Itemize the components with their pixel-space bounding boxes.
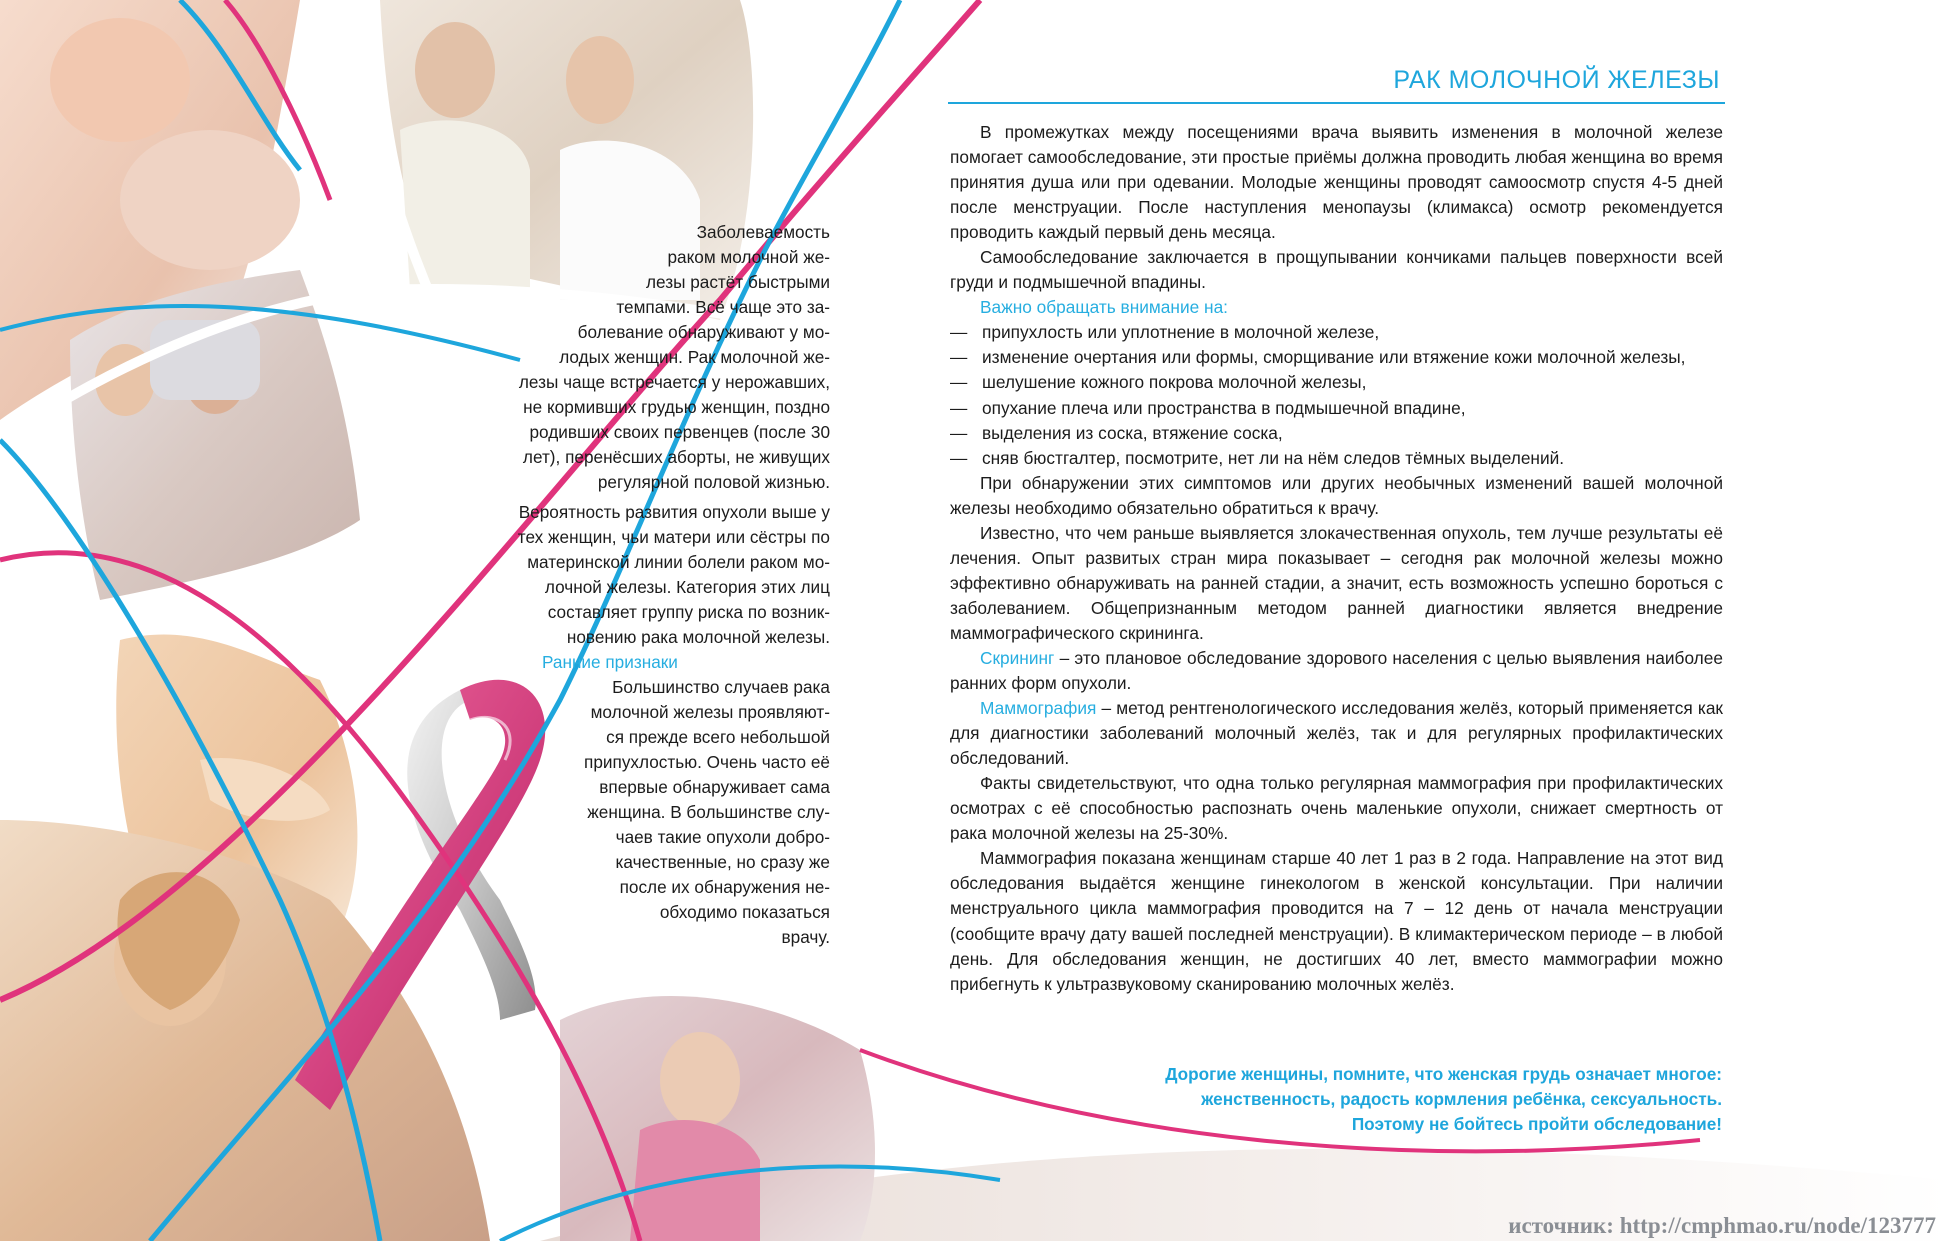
text-line: родивших своих первенцев (после 30 — [529, 422, 830, 442]
mammography-machine-photo — [70, 270, 360, 600]
intro-paragraph — [380, 220, 830, 495]
text-line: лет), перенёсших аборты, не живущих — [522, 447, 830, 467]
text-line: новению рака молочной железы. — [566, 627, 830, 647]
screening-definition — [950, 646, 1723, 696]
list-item: — сняв бюстгалтер, посмотрите, нет ли на нём следов тёмных выделений. — [950, 446, 1723, 471]
text-line: после их обнаружения не- — [619, 877, 830, 897]
text-line: темпами. Всё чаще это за- — [616, 297, 830, 317]
screening-term: Скрининг — [980, 647, 1055, 668]
text-line: болевание обнаруживают у мо- — [577, 322, 830, 342]
text-line: тех женщин, чьи матери или сёстры по — [517, 527, 830, 547]
text-line: обходимо показаться — [659, 902, 830, 922]
text-line: Заболеваемость — [696, 222, 830, 242]
list-item: — изменение очертания или формы, сморщивание или втяжение кожи молочной железы, — [950, 345, 1723, 370]
source-credit: источник: http://cmphmao.ru/node/123777 — [1508, 1213, 1936, 1238]
text-line: лезы чаще встречается у нерожавших, — [518, 372, 830, 392]
text-line: Вероятность развития опухоли выше у — [518, 502, 830, 522]
attention-heading: Важно обращать внимание на: — [980, 297, 1228, 318]
text-line: не кормивших грудью женщин, поздно — [523, 397, 830, 417]
text-line: раком молочной же- — [667, 247, 830, 267]
list-item: — припухлость или уплотнение в молочной железе, — [950, 320, 1723, 345]
list-item: — выделения из соска, втяжение соска, — [950, 421, 1723, 446]
closing-line: Дорогие женщины, помните, что женская грудь означает многое: — [1165, 1064, 1722, 1084]
title-rule — [948, 102, 1725, 104]
list-item: — опухание плеча или пространства в подмышечной впадине, — [950, 396, 1723, 421]
article-paragraph: Факты свидетельствуют, что одна только регулярная маммография при профилактических осмотрах с её способностью распознать очень маленькие опухоли, снижает смертность от рака молочной железы на 25-30%. — [950, 773, 1723, 844]
text-line: составляет группу риска по возник- — [547, 602, 830, 622]
list-item: — шелушение кожного покрова молочной железы, — [950, 370, 1723, 395]
closing-message — [1050, 1062, 1722, 1137]
article-title: РАК МОЛОЧНОЙ ЖЕЛЕЗЫ — [1393, 66, 1720, 94]
text-line: чаев такие опухоли добро- — [615, 827, 830, 847]
article-paragraph: Маммография показана женщинам старше 40 лет 1 раз в 2 года. Направление на этот вид обследования выдаётся женщине гинекологом в женской консультации. При наличии менструального цикла маммография проводится на 7 – 12 день от начала менструации (сообщите врачу дату вашей последней менструации). В климактерическом периоде – в любой день. Для обследования женщин, не достигших 40 лет, вместо маммографии можно прибегнуть к ультразвуковому сканированию молочных желёз. — [950, 848, 1723, 994]
text-line: женщина. В большинстве слу- — [587, 802, 830, 822]
text-line: лезы растёт быстрыми — [645, 272, 830, 292]
mammography-term: Маммография — [980, 698, 1097, 719]
text-line: впервые обнаруживает сама — [599, 777, 830, 797]
text-line: лодых женщин. Рак молочной же- — [559, 347, 830, 367]
text-line: Большинство случаев рака — [612, 677, 830, 697]
text-line: молочной железы проявляют- — [590, 702, 830, 722]
article-paragraph: Известно, что чем раньше выявляется злокачественная опухоль, тем лучше результаты её лечения. Опыт развитых стран мира показывает – сегодня рак молочной железы можно эффективно обнаруживать на ранней стадии, а значит, есть возможность успешно бороться с заболеванием. Общепризнанным методом ранней диагностики является внедрение маммографического скрининга. — [950, 522, 1723, 643]
article-body — [950, 120, 1723, 997]
closing-line: Поэтому не бойтесь пройти обследование! — [1351, 1114, 1722, 1134]
screening-text: – это плановое обследование здорового населения с целью выявления наиболее ранних форм опухоли. — [950, 647, 1723, 694]
article-paragraph: В промежутках между посещениями врача выявить изменения в молочной железе помогает самообследование, эти простые приёмы должна проводить любая женщина во время принятия душа или при одевании. Молодые женщины проводят самоосмотр спустя 4-5 дней после менструации. После наступления менопаузы (климакса) осмотр рекомендуется проводить каждый первый день месяца. — [950, 122, 1723, 243]
mammography-text: – метод рентгенологического исследования желёз, который применяется как для диагностики заболеваний молочный желёз, так и для регулярных профилактических обследований. — [950, 698, 1723, 769]
symptom-list — [950, 320, 1723, 470]
early-signs-paragraph — [560, 675, 830, 950]
risk-paragraph — [497, 500, 830, 650]
article-paragraph: Самообследование заключается в прощупывании кончиками пальцев поверхности всей груди и подмышечной впадины. — [950, 247, 1723, 293]
text-line: регулярной половой жизнью. — [597, 472, 830, 492]
text-line: лочной железы. Категория этих лиц — [544, 577, 830, 597]
text-line: припухлостью. Очень часто её — [584, 752, 830, 772]
mammography-definition — [950, 696, 1723, 771]
text-line: ся прежде всего небольшой — [606, 727, 830, 747]
text-line: материнской линии болели раком мо- — [527, 552, 830, 572]
article-paragraph: При обнаружении этих симптомов или других необычных изменений вашей молочной железы необходимо обязательно обратиться к врачу. — [950, 472, 1723, 518]
text-line: качественные, но сразу же — [615, 852, 830, 872]
early-signs-heading: Ранние признаки — [542, 652, 678, 672]
text-line: врачу. — [781, 927, 830, 947]
closing-line: женственность, радость кормления ребёнка, сексуальность. — [1201, 1089, 1722, 1109]
woman-self-check-photo — [0, 820, 490, 1241]
